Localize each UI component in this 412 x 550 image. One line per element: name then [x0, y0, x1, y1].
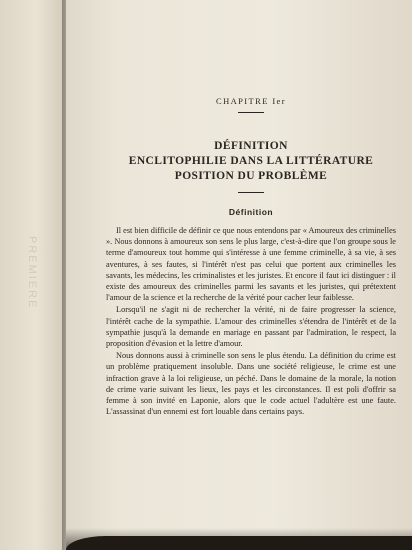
divider-rule	[238, 112, 264, 113]
paragraph-1: Il est bien difficile de définir ce que nous entendons par « Amoureux des criminelles ». Nous donnons à amoureux son sens le plus large, c'est-à-dire que l'on groupe sous le terme d'amoureux tout homme qui s'intéresse à une femme criminelle, à sa vie, à ses aventures, à ses fautes, si l'intérêt n'est pas celui que portent aux criminelles les savants, les médecins, les criminalistes et les juristes. Et encore il faut ici distinguer : il existe des amoureux des criminelles parmi les savants et les juristes, qui prétextent l'amour de la science et la recherche de la vérité pour cacher leur faiblesse.	[106, 226, 397, 303]
book-page	[66, 0, 412, 550]
page-curl	[66, 536, 412, 550]
title-line-1: DÉFINITION	[214, 140, 288, 152]
divider-rule	[238, 192, 264, 193]
show-through-text: PREMIERE	[26, 236, 38, 310]
facing-page	[0, 0, 66, 550]
paragraph-2: Lorsqu'il ne s'agit ni de rechercher la vérité, ni de faire progresser la science, l'intérêt cache de la sympathie. L'amour des criminelles s'étendra de l'intérêt et de la sympathie jusqu'à la demande en mariage en passant par l'admiration, le respect, la proposition d'évasion et la lettre d'amour.	[106, 305, 396, 349]
body-text	[106, 225, 396, 417]
title-line-3: POSITION DU PROBLÈME	[174, 170, 328, 182]
chapter-title	[106, 139, 396, 184]
chapter-heading: CHAPITRE Ier	[216, 96, 286, 106]
paragraph-3: Nous donnons aussi à criminelle son sens le plus étendu. La définition du crime est un problème pratiquement insoluble. Dans une société religieuse, le crime est une infraction grave à la loi religieuse, un péché. Dans le domaine de la morale, la notion de crime varie suivant les lieux, les pays et les circonstances. Il est poli d'offrir sa femme à son invité en Laponie, alors que le code actuel l'adultère est une faute. L'assassinat d'un ennemi est fort louable dans certains pays.	[106, 351, 396, 417]
title-line-2: ENCLITOPHILIE DANS LA LITTÉRATURE	[128, 155, 374, 167]
section-subheading: Définition	[228, 207, 274, 217]
